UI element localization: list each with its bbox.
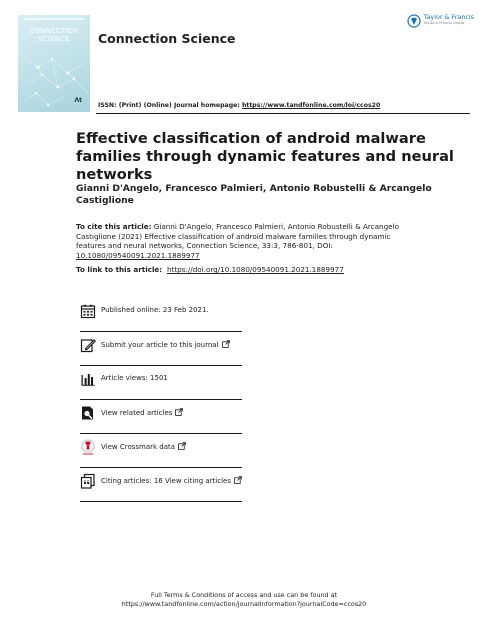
terms-footer [0, 591, 488, 609]
bar-chart-icon [80, 371, 96, 387]
citation-text: Gianni D'Angelo, Francesco Palmieri, Antonio Robustelli & Arcangelo Castiglione (2021) Effective classification of android malware families through dynamic features and neural networks, Connection Science, 33:3, 786-801, DOI: [76, 222, 399, 251]
search-document-icon [80, 405, 96, 421]
submit-article-item[interactable] [80, 336, 242, 370]
citation-label: To cite this article: [76, 222, 152, 231]
crossmark-link[interactable]: View Crossmark data [101, 442, 186, 451]
item-divider [80, 501, 242, 502]
related-articles-item[interactable] [80, 404, 242, 438]
issn-line [98, 102, 380, 109]
cover-title: CONNECTION SCIENCE [29, 27, 79, 43]
external-link-icon [234, 476, 242, 484]
issn-text: ISSN: (Print) (Online) Journal homepage: [98, 102, 242, 109]
item-divider [80, 365, 242, 366]
submit-article-link[interactable]: Submit your article to this journal [101, 340, 230, 349]
publisher-name: Taylor & Francis [423, 13, 474, 21]
item-divider [80, 467, 242, 468]
external-link-icon [222, 340, 230, 348]
taylor-francis-logo-icon [407, 14, 421, 28]
footer-text: Full Terms & Conditions of access and use can be found at [150, 591, 338, 599]
external-link-icon [175, 408, 183, 416]
citing-articles-item[interactable] [80, 472, 242, 506]
pencil-icon [80, 337, 96, 353]
item-divider [80, 433, 242, 434]
article-title: Effective classification of android malware families through dynamic features and neural networks [76, 130, 454, 183]
citing-articles-link[interactable]: Citing articles: 16 View citing articles [101, 476, 242, 485]
publisher-subtitle: Taylor & Francis Group [423, 21, 465, 25]
article-doi-link[interactable]: https://doi.org/10.1080/09540091.2021.1889977 [166, 265, 344, 274]
citation-doi-link[interactable]: 10.1080/09540091.2021.1889977 [76, 250, 200, 260]
published-online-label: Published online: 23 Feb 2021. [101, 306, 209, 314]
article-views-label: Article views: 1501 [101, 374, 168, 382]
article-link-label: To link to this article: [76, 265, 165, 274]
article-info-list [80, 302, 242, 506]
article-views-item [80, 370, 242, 404]
citing-articles-icon [80, 473, 96, 489]
journal-name: Connection Science [98, 31, 236, 46]
item-divider [80, 399, 242, 400]
journal-cover-image [18, 15, 90, 112]
related-articles-link[interactable]: View related articles [101, 408, 183, 417]
footer-journal-info-link[interactable]: https://www.tandfonline.com/action/journalInformation?journalCode=ccos20 [121, 600, 367, 608]
article-link-line [76, 265, 344, 274]
item-divider [80, 331, 242, 332]
publisher-logo[interactable] [407, 14, 474, 28]
header-divider [96, 113, 470, 114]
cover-publisher-logo: Λt [74, 97, 82, 104]
article-authors: Gianni D'Angelo, Francesco Palmieri, Antonio Robustelli & Arcangelo Castiglione [76, 183, 432, 206]
calendar-icon [80, 303, 96, 319]
citation-block [76, 222, 406, 260]
journal-homepage-link[interactable]: https://www.tandfonline.com/loi/ccos20 [241, 102, 381, 109]
cover-top-bar [24, 18, 84, 20]
crossmark-icon [80, 439, 96, 455]
external-link-icon [178, 442, 186, 450]
crossmark-item[interactable] [80, 438, 242, 472]
published-online-item [80, 302, 242, 336]
